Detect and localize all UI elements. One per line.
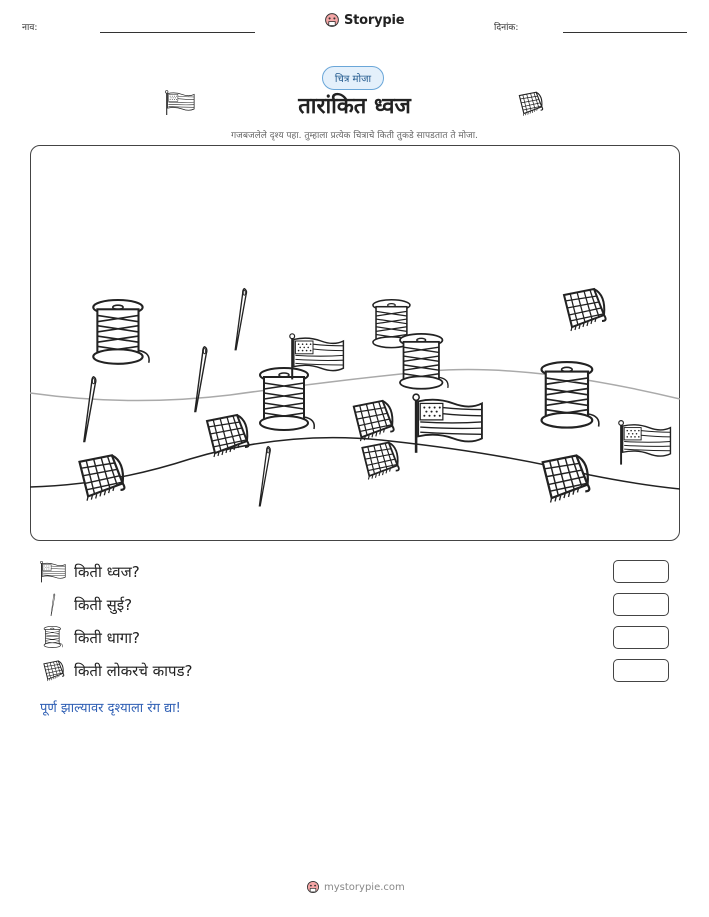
scene-illustration [30, 145, 680, 541]
wool-fabric [362, 443, 399, 480]
needle [195, 347, 207, 412]
wool-fabric [354, 401, 394, 441]
category-badge: चित्र मोजा [322, 66, 384, 90]
counting-scene [30, 145, 680, 541]
question-row [40, 593, 672, 619]
thread-spool [542, 362, 599, 428]
question-text: किती सुई? [74, 596, 133, 614]
question-text: किती लोकरचे कापड? [74, 662, 193, 680]
question-row [40, 560, 672, 586]
answer-box-thread[interactable] [613, 626, 669, 649]
needle [84, 377, 96, 442]
thread-spool [93, 300, 149, 364]
question-text: किती धागा? [74, 629, 141, 647]
answer-box-needles[interactable] [613, 593, 669, 616]
question-text: किती ध्वज? [74, 563, 140, 581]
needle [235, 289, 246, 350]
flag-icon [40, 560, 66, 584]
date-line[interactable] [563, 32, 687, 33]
question-row [40, 659, 672, 685]
answer-box-fabric[interactable] [613, 659, 669, 682]
footer [306, 880, 405, 894]
flag [413, 394, 482, 453]
needle [259, 447, 270, 506]
flag [619, 421, 671, 465]
page-title [0, 90, 709, 120]
thread-spool [400, 334, 448, 389]
coloring-note: पूर्ण झाल्यावर दृश्याला रंग द्या! [40, 701, 181, 716]
page-title-text: तारांकित ध्वज [298, 94, 411, 119]
brand-logo [324, 12, 404, 28]
wool-fabric-icon [40, 659, 66, 683]
name-label: नाव: [22, 23, 38, 33]
instructions: गजबजलेले दृश्य पहा. तुम्हाला प्रत्येक चित्राचे किती तुकडे सापडतात ते मोजा. [231, 131, 478, 141]
wool-fabric [79, 455, 124, 500]
thread-spool-icon [40, 626, 66, 650]
answer-box-flags[interactable] [613, 560, 669, 583]
thread-spool [260, 368, 314, 430]
mascot-icon [324, 12, 340, 28]
date-label: दिनांक: [494, 23, 519, 33]
wool-fabric [207, 415, 249, 457]
wool-fabric [543, 455, 590, 502]
mascot-icon [306, 880, 320, 894]
wool-fabric [564, 289, 606, 331]
footer-url[interactable]: mystorypie.com [324, 881, 405, 893]
flag-icon [165, 90, 195, 116]
brand-name: Storypie [344, 12, 405, 28]
question-row [40, 626, 672, 652]
name-line[interactable] [100, 32, 255, 33]
wool-fabric-icon [515, 90, 545, 118]
needle-icon [40, 593, 66, 617]
